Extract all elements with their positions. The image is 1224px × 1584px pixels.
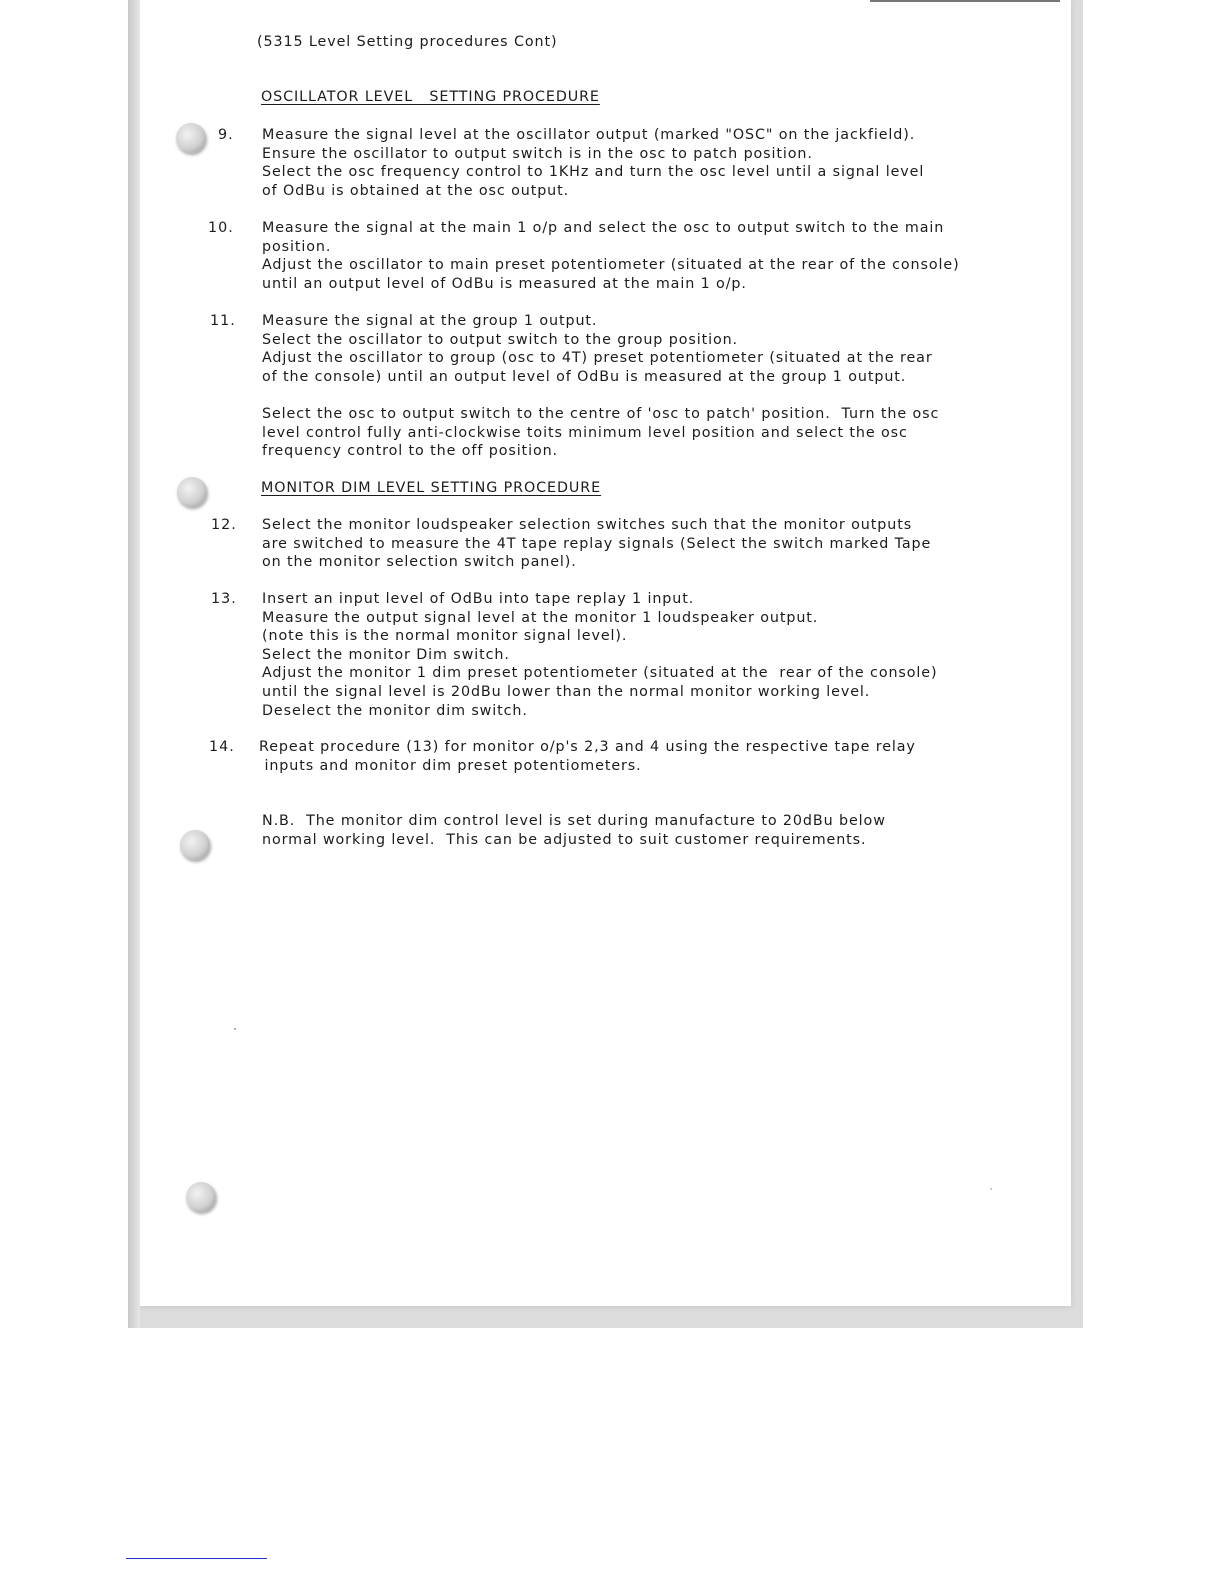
punch-hole-icon — [176, 123, 206, 153]
step-line: of OdBu is obtained at the osc output. — [262, 182, 570, 199]
scan-speck — [234, 1028, 236, 1030]
step-line: (note this is the normal monitor signal level). — [262, 628, 628, 645]
step-line: Select the oscillator to output switch to the group position. — [262, 331, 738, 348]
step-number: 10. — [208, 220, 234, 236]
step-line: position. — [262, 238, 332, 255]
section-heading-monitor-dim: MONITOR DIM LEVEL SETTING PROCEDURE — [261, 480, 602, 496]
scan-speck — [990, 1188, 992, 1190]
step-line: Select the monitor Dim switch. — [262, 646, 510, 663]
step-14-text — [259, 738, 916, 775]
continuation-header: (5315 Level Setting procedures Cont) — [257, 34, 558, 50]
step-line: Repeat procedure (13) for monitor o/p's 2,3 and 4 using the respective tape relay — [259, 739, 916, 755]
step-line: Ensure the oscillator to output switch is in the osc to patch position. — [262, 145, 813, 162]
step-line: Measure the signal at the main 1 o/p and select the osc to output switch to the main — [262, 220, 945, 236]
section-heading-oscillator: OSCILLATOR LEVEL SETTING PROCEDURE — [261, 89, 600, 105]
step-line: on the monitor selection switch panel). — [262, 554, 577, 571]
oscillator-closing-text — [262, 405, 939, 461]
step-line: frequency control to the off position. — [262, 443, 558, 460]
step-line: Insert an input level of OdBu into tape replay 1 input. — [262, 591, 695, 607]
step-line: are switched to measure the 4T tape replay signals (Select the switch marked Tape — [262, 535, 932, 552]
binding-edge — [128, 0, 140, 1328]
punch-hole-icon — [186, 1182, 216, 1212]
step-9-text — [262, 126, 924, 200]
step-line: Adjust the monitor 1 dim preset potentiometer (situated at the rear of the console) — [262, 665, 938, 682]
step-line: Measure the signal level at the oscillator output (marked "OSC" on the jackfield). — [262, 127, 916, 143]
step-number: 11. — [210, 313, 236, 329]
step-number: 14. — [209, 739, 235, 755]
note-line: normal working level. This can be adjusted to suit customer requirements. — [262, 831, 867, 848]
punch-hole-icon — [177, 477, 207, 507]
step-number: 13. — [211, 591, 237, 607]
top-edge-rule — [870, 0, 1060, 2]
step-line: inputs and monitor dim preset potentiometers. — [259, 757, 642, 774]
step-line: level control fully anti-clockwise toits minimum level position and select the osc — [262, 424, 908, 441]
step-line: Adjust the oscillator to group (osc to 4T) preset potentiometer (situated at the rear — [262, 350, 933, 367]
step-11-text — [262, 312, 933, 386]
step-12-text — [262, 516, 931, 572]
step-number: 9. — [218, 127, 234, 143]
step-line: until an output level of OdBu is measured at the main 1 o/p. — [262, 275, 747, 292]
note-line: N.B. The monitor dim control level is set during manufacture to 20dBu below — [262, 813, 886, 829]
step-line: Adjust the oscillator to main preset potentiometer (situated at the rear of the console) — [262, 257, 960, 274]
step-line: Measure the output signal level at the monitor 1 loudspeaker output. — [262, 609, 819, 626]
step-line: Select the osc frequency control to 1KHz and turn the osc level until a signal level — [262, 164, 925, 181]
step-line: until the signal level is 20dBu lower than the normal monitor working level. — [262, 683, 871, 700]
step-line: Measure the signal at the group 1 output. — [262, 313, 598, 329]
step-line: Select the osc to output switch to the centre of 'osc to patch' position. Turn the osc — [262, 406, 940, 422]
step-line: Select the monitor loudspeaker selection switches such that the monitor outputs — [262, 517, 913, 533]
step-number: 12. — [211, 517, 237, 533]
step-line: of the console) until an output level of OdBu is measured at the group 1 output. — [262, 368, 907, 385]
step-13-text — [262, 590, 937, 720]
nb-note — [262, 812, 886, 849]
bottom-link-underline — [126, 1558, 267, 1559]
step-10-text — [262, 219, 960, 293]
step-line: Deselect the monitor dim switch. — [262, 702, 528, 719]
punch-hole-icon — [180, 830, 210, 860]
